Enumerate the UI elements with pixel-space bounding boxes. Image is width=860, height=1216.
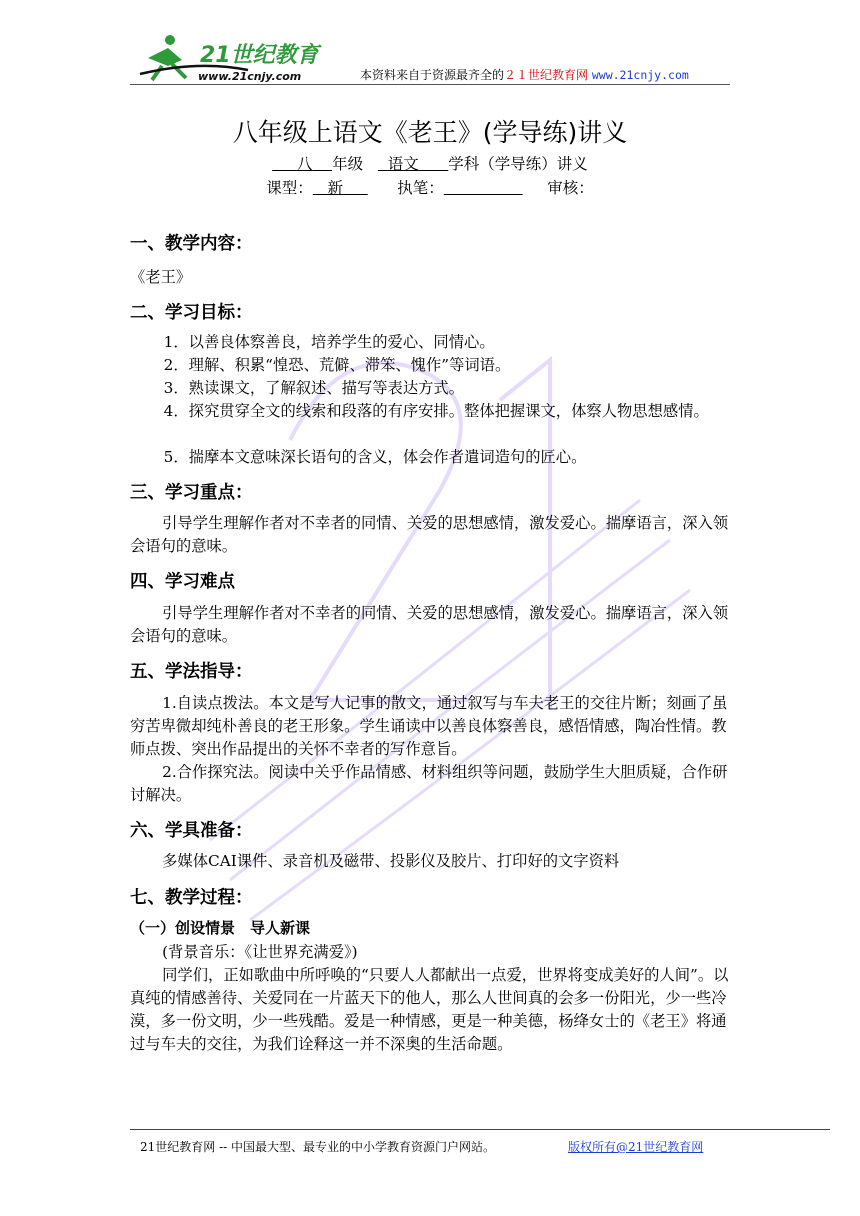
author-label: 执笔： xyxy=(397,179,444,197)
document-title: 八年级上语文《老王》(学导练)讲义 xyxy=(232,118,628,147)
objective-item: 1．以善良体察善良，培养学生的爱心、同情心。 xyxy=(163,333,495,351)
header-note-site: ２１世纪教育网 xyxy=(504,68,589,82)
logo-url: www.21cnjy.com xyxy=(198,70,302,83)
section-6-heading: 六、学具准备： xyxy=(130,821,253,841)
meta-line xyxy=(0,176,860,198)
objective-item: 3．熟读课文，了解叙述、描写等表达方式。 xyxy=(163,379,465,397)
type-value: 新 xyxy=(327,179,344,197)
logo-text: 21世纪教育 xyxy=(200,43,319,68)
objective-item: 5．揣摩本文意味深长语句的含义，体会作者遣词造句的匠心。 xyxy=(163,448,587,466)
header-note-url[interactable]: www.21cnjy.com xyxy=(591,68,689,82)
background-music-note: (背景音乐：《让世界充满爱》) xyxy=(162,943,358,961)
header-note-prefix: 本资料来自于资源最齐全的 xyxy=(360,68,505,82)
section-4-text: 引导学生理解作者对不幸者的同情、关爱的思想感情，激发爱心。揣摩语言，深入领会语句的意味。 xyxy=(130,604,729,645)
section-1-heading: 一、教学内容： xyxy=(130,234,253,254)
header-divider xyxy=(130,84,730,85)
author-field xyxy=(444,179,523,197)
type-label: 课型： xyxy=(266,179,313,197)
section-6-text: 多媒体CAI课件、录音机及磁带、投影仪及胶片、打印好的文字资料 xyxy=(162,852,620,870)
grade-value: 八 xyxy=(296,155,313,173)
section-3-text: 引导学生理解作者对不幸者的同情、关爱的思想感情，激发爱心。揣摩语言，深入领会语句的意味。 xyxy=(130,514,729,555)
method-item: 2.合作探究法。阅读中关乎作品情感、材料组织等问题，鼓励学生大胆质疑，合作研讨解决。 xyxy=(130,763,728,804)
section-7-heading: 七、教学过程： xyxy=(130,888,253,908)
section-5-heading: 五、学法指导： xyxy=(130,662,253,682)
footer-copyright-link[interactable]: 版权所有@21世纪教育网 xyxy=(568,1140,704,1154)
footer-text: 21世纪教育网 -- 中国最大型、最专业的中小学教育资源门户网站。 xyxy=(140,1140,496,1154)
objective-item: 2．理解、积累“惶恐、荒僻、滞笨、愧作”等词语。 xyxy=(163,356,511,374)
subject-field xyxy=(378,155,448,173)
method-item: 1.自读点拨法。本文是写人记事的散文，通过叙写与车夫老王的交往片断；刻画了虽穷苦卑微却纯朴善良的老王形象。学生诵读中以善良体察善良，感悟情感，陶冶性情。教师点拨、突出作品提出的关怀不幸者的写作意旨。 xyxy=(130,694,728,758)
section-7-text: 同学们，正如歌曲中所呼唤的“只要人人都献出一点爱，世界将变成美好的人间”。以真纯的情感善待、关爱同在一片蓝天下的他人，那么人世间真的会多一份阳光，少一些冷漠，多一份文明，少一些残酷。爱是一种情感，更是一种美德，杨绛女士的《老王》将通过与车夫的交往，为我们诠释这一并不深奥的生活命题。 xyxy=(130,966,729,1053)
footer-divider xyxy=(130,1129,830,1130)
header-note xyxy=(360,66,689,83)
section-4-heading: 四、学习难点 xyxy=(130,572,235,592)
subject-value: 语文 xyxy=(387,155,419,173)
section-2-heading: 二、学习目标： xyxy=(130,303,253,323)
section-7-subheading: （一）创设情景 导人新课 xyxy=(130,919,311,937)
reviewer-label: 审核： xyxy=(547,179,594,197)
objective-item: 4．探究贯穿全文的线索和段落的有序安排。整体把握课文，体察人物思想感情。 xyxy=(163,402,709,420)
section-3-heading: 三、学习重点： xyxy=(130,483,253,503)
section-1-text: 《老王》 xyxy=(130,268,192,286)
grade-suffix: 年级 xyxy=(332,155,364,173)
subject-suffix: 学科（学导练）讲义 xyxy=(448,155,588,173)
type-field xyxy=(313,179,368,197)
subtitle-line xyxy=(0,152,860,174)
grade-field xyxy=(272,155,332,173)
site-logo xyxy=(138,30,338,86)
